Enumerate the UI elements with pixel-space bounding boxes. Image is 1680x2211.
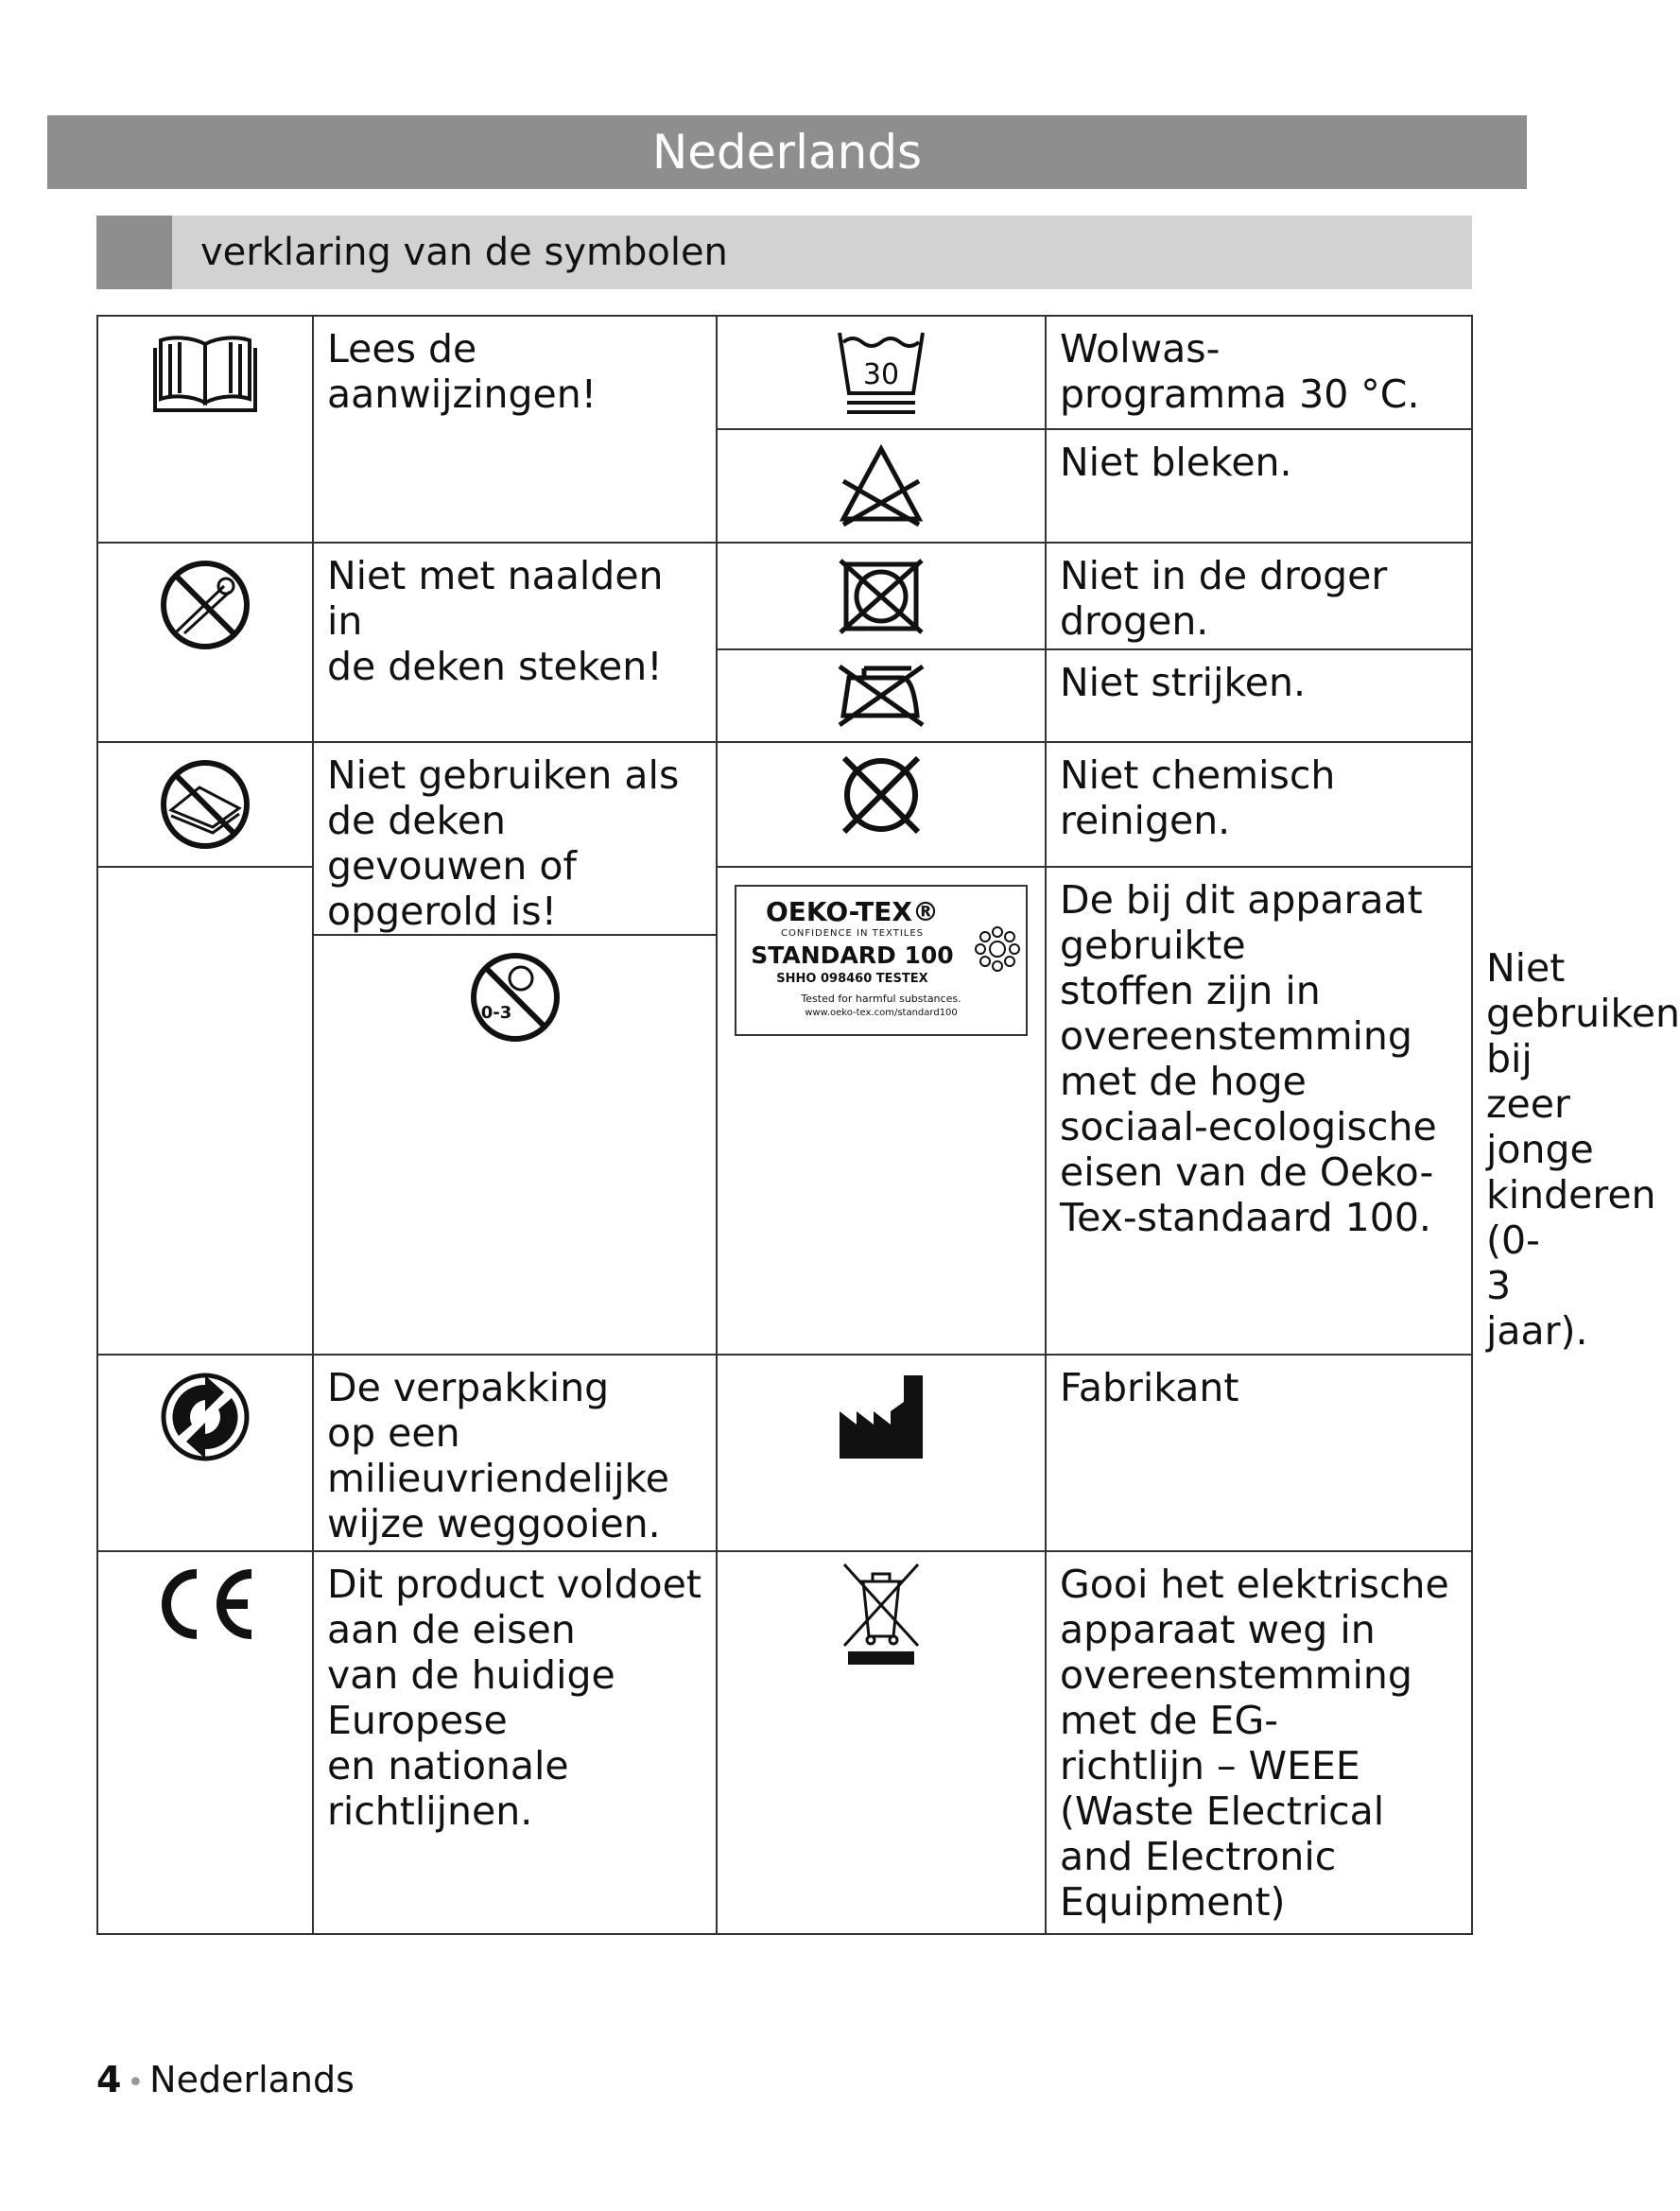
symbol-description	[313, 1355, 717, 1551]
symbol-description	[1046, 867, 1472, 1355]
no-bleach-icon	[836, 443, 927, 528]
section-title: verklaring van de symbolen	[200, 231, 728, 274]
table-row	[97, 543, 1472, 649]
svg-text:30: 30	[862, 358, 900, 391]
oeko-tex-line1: OEKO-TEX®	[765, 896, 939, 927]
symbol-cell	[97, 543, 313, 742]
page-footer	[96, 2059, 355, 2100]
oeko-tex-label	[735, 885, 1028, 1036]
no-folded-icon	[158, 757, 252, 852]
symbol-cell	[717, 316, 1046, 429]
symbol-description	[1046, 649, 1472, 742]
table-row	[97, 742, 1472, 867]
symbol-description	[1046, 543, 1472, 649]
no-young-children-icon	[468, 950, 563, 1045]
header-title: Nederlands	[651, 125, 923, 180]
no-dry-clean-icon	[839, 752, 924, 838]
symbol-cell	[97, 316, 313, 543]
symbol-cell	[97, 742, 313, 867]
oeko-tex-line3: STANDARD 100	[751, 941, 954, 969]
packaging-text: De verpakking op een milieuvriendelijke wijze weggooien.	[327, 1365, 669, 1546]
svg-text:0-3: 0-3	[480, 1003, 511, 1023]
symbol-description	[313, 1551, 717, 1934]
green-dot-icon	[158, 1370, 252, 1464]
no-tumble-dry-icon	[839, 559, 924, 634]
no-young-children-text: Niet gebruiken bij zeer jonge kinderen (0-3 jaar).	[1486, 945, 1680, 1354]
symbol-description	[313, 742, 717, 935]
symbol-description	[1046, 742, 1472, 867]
symbol-cell	[97, 1355, 313, 1551]
oeko-tex-line2: CONFIDENCE IN TEXTILES	[780, 928, 925, 939]
symbol-cell	[97, 1551, 313, 1934]
symbol-cell	[717, 1551, 1046, 1934]
no-bleach-text: Niet bleken.	[1060, 440, 1292, 485]
wool-wash-text: Wolwas- programma 30 °C.	[1060, 326, 1420, 417]
no-needles-icon	[158, 558, 252, 652]
oeko-tex-line6: www.oeko-tex.com/standard100	[805, 1008, 958, 1018]
symbol-description	[1046, 1551, 1472, 1934]
oeko-tex-line5: Tested for harmful substances.	[801, 993, 961, 1005]
symbols-table	[96, 315, 1680, 1935]
table-row	[97, 1551, 1472, 1934]
symbol-description	[313, 316, 717, 543]
weee-text: Gooi het elektrische apparaat weg in overeenstemming met de EG- richtlijn – WEEE (Waste Electrical and Electronic Equipment)	[1060, 1562, 1449, 1925]
symbol-description	[1046, 1355, 1472, 1551]
symbol-cell	[717, 543, 1046, 649]
footer-separator: •	[127, 2066, 145, 2099]
footer-language: Nederlands	[149, 2059, 355, 2100]
no-needles-text: Niet met naalden in de deken steken!	[327, 553, 664, 689]
symbol-cell	[717, 1355, 1046, 1551]
read-instructions-text: Lees de aanwijzingen!	[327, 326, 598, 417]
wash-30-icon	[834, 327, 928, 418]
symbol-cell	[717, 429, 1046, 543]
manufacturer-text: Fabrikant	[1060, 1365, 1239, 1410]
oeko-tex-text: De bij dit apparaat gebruikte stoffen zijn in overeenstemming met de hoge sociaal-ecologische eisen van de Oeko- Tex-standaard 100.	[1060, 877, 1437, 1240]
symbol-cell	[717, 867, 1046, 1355]
book-icon	[153, 331, 257, 416]
no-folded-text: Niet gebruiken als de deken gevouwen of opgerold is!	[327, 752, 680, 934]
weee-bin-icon	[839, 1561, 924, 1667]
no-iron-icon	[836, 663, 927, 729]
section-tab-marker	[96, 216, 172, 289]
symbol-cell	[717, 649, 1046, 742]
table-row	[97, 316, 1472, 429]
symbol-cell	[313, 935, 717, 1355]
page-number: 4	[96, 2059, 122, 2100]
oeko-tex-line4: SHHO 098460 TESTEX	[776, 972, 928, 986]
table-row	[97, 867, 1472, 935]
no-iron-text: Niet strijken.	[1060, 660, 1306, 705]
oeko-tex-flower-icon	[973, 924, 1022, 974]
symbol-description	[1046, 429, 1472, 543]
section-bar	[96, 216, 1472, 289]
symbol-cell	[717, 742, 1046, 867]
no-tumble-dry-text: Niet in de droger drogen.	[1060, 553, 1388, 644]
header-bar	[47, 115, 1527, 189]
symbol-cell	[97, 867, 313, 1355]
factory-icon	[838, 1373, 925, 1460]
ce-text: Dit product voldoet aan de eisen van de huidige Europese en nationale richtlijnen.	[327, 1562, 701, 1834]
table-row	[97, 1355, 1472, 1551]
symbol-description	[313, 543, 717, 742]
ce-mark-icon	[153, 1566, 257, 1642]
symbol-description	[1046, 316, 1472, 429]
no-dry-clean-text: Niet chemisch reinigen.	[1060, 752, 1336, 843]
